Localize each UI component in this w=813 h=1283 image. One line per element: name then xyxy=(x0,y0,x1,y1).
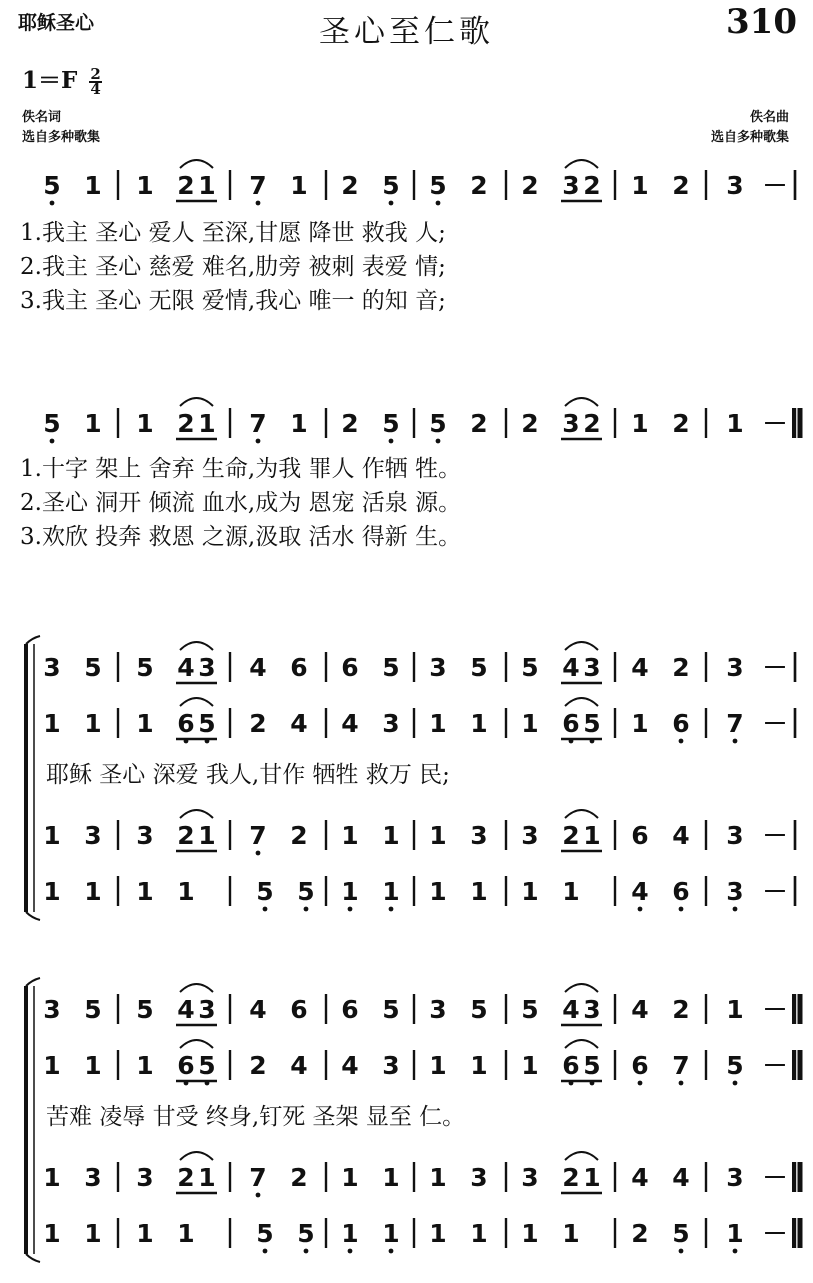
chorus2-alto-note: － xyxy=(762,1051,788,1080)
chorus1-tenor-note: 3 xyxy=(136,821,154,850)
chorus2-tenor-note: 2 xyxy=(562,1163,580,1192)
chorus1-soprano-note: － xyxy=(762,653,788,682)
chorus1-alto-note: 1 xyxy=(84,709,102,738)
verse1-note: 3 xyxy=(562,171,580,200)
chorus1-tenor-note: 7 xyxy=(249,821,267,850)
chorus1-tenor-note: 3 xyxy=(726,821,744,850)
chorus1-tenor-note: 3 xyxy=(470,821,488,850)
chorus2-tenor-note: 1 xyxy=(583,1163,601,1192)
chorus1-bass-note: 1 xyxy=(177,877,195,906)
chorus1-bass-note: 5 xyxy=(297,877,315,906)
verse2-note: 5 xyxy=(43,409,61,438)
key-label: 1＝F xyxy=(22,67,78,94)
chorus2-alto-note: 5 xyxy=(583,1051,601,1080)
slur xyxy=(565,398,598,406)
slur xyxy=(565,698,598,706)
verse2-lyric-line: 2.圣心 洞开 倾流 血水,成为 恩宠 活泉 源。 xyxy=(20,490,462,516)
verse2-note: 5 xyxy=(382,409,400,438)
chorus1-bass-note: 1 xyxy=(136,877,154,906)
verse1-note: 1 xyxy=(84,171,102,200)
chorus2-soprano-note: 2 xyxy=(672,995,690,1024)
chorus1-tenor-note: 1 xyxy=(583,821,601,850)
verse1-low-dot xyxy=(50,201,55,206)
chorus1-bracket-hook xyxy=(26,912,40,920)
slur xyxy=(180,642,213,650)
chorus1-bass-low-dot xyxy=(389,907,394,912)
chorus2-alto-note: 1 xyxy=(470,1051,488,1080)
chorus2-soprano-note: 6 xyxy=(341,995,359,1024)
verse2-note: 2 xyxy=(583,409,601,438)
chorus1-tenor-note: 2 xyxy=(177,821,195,850)
verse1-note: 2 xyxy=(672,171,690,200)
chorus1-alto-note: 4 xyxy=(290,709,308,738)
chorus1-alto-note: 6 xyxy=(562,709,580,738)
verse2-note: 5 xyxy=(429,409,447,438)
chorus1-alto-note: 6 xyxy=(672,709,690,738)
chorus2-alto-note: 7 xyxy=(672,1051,690,1080)
chorus1-alto-note: 4 xyxy=(341,709,359,738)
chorus2-alto-note: 6 xyxy=(631,1051,649,1080)
chorus2-tenor-note: － xyxy=(762,1163,788,1192)
chorus2-bracket-hook xyxy=(26,978,40,986)
verse2-note: 2 xyxy=(521,409,539,438)
chorus1-bass-low-dot xyxy=(638,907,643,912)
chorus1-alto-low-dot xyxy=(733,739,738,744)
verse2-note: 2 xyxy=(177,409,195,438)
chorus2-bass-note: 1 xyxy=(429,1219,447,1248)
chorus2-soprano-note: 5 xyxy=(470,995,488,1024)
verse2-low-dot xyxy=(256,439,261,444)
chorus1-alto-note: 5 xyxy=(583,709,601,738)
time-bottom: 4 xyxy=(90,80,101,98)
verse2-lyric-line: 1.十字 架上 舍弃 生命,为我 罪人 作牺 牲。 xyxy=(20,456,462,482)
chorus1-tenor-note: 2 xyxy=(290,821,308,850)
chorus1-soprano-note: 3 xyxy=(198,653,216,682)
slur xyxy=(180,1040,213,1048)
slur xyxy=(565,810,598,818)
chorus1-bass-note: － xyxy=(762,877,788,906)
chorus2-bass-note: 2 xyxy=(631,1219,649,1248)
chorus2-tenor-note: 2 xyxy=(177,1163,195,1192)
chorus1-alto-note: 1 xyxy=(43,709,61,738)
chorus2-tenor-note: 3 xyxy=(470,1163,488,1192)
chorus2-tenor-note: 4 xyxy=(672,1163,690,1192)
chorus2-tenor-low-dot xyxy=(256,1193,261,1198)
chorus2-bass-low-dot xyxy=(348,1249,353,1254)
verse2-note: 2 xyxy=(470,409,488,438)
chorus2-bass-low-dot xyxy=(304,1249,309,1254)
chorus2-soprano-note: 4 xyxy=(631,995,649,1024)
verse2-note: 2 xyxy=(672,409,690,438)
verse2-note: 1 xyxy=(84,409,102,438)
chorus2-bass-note: 1 xyxy=(136,1219,154,1248)
chorus2-soprano-note: 6 xyxy=(290,995,308,1024)
chorus2-tenor-note: 3 xyxy=(726,1163,744,1192)
song-title: 圣心至仁歌 xyxy=(319,14,494,50)
verse1-note: 2 xyxy=(470,171,488,200)
chorus2-alto-note: 3 xyxy=(382,1051,400,1080)
verse2-note: 1 xyxy=(290,409,308,438)
chorus1-soprano-note: 5 xyxy=(136,653,154,682)
verse1-note: 5 xyxy=(429,171,447,200)
chorus1-soprano-note: 4 xyxy=(631,653,649,682)
verse1-note: 1 xyxy=(290,171,308,200)
chorus1-alto-note: 2 xyxy=(249,709,267,738)
chorus1-alto-note: 6 xyxy=(177,709,195,738)
chorus2-alto-low-dot xyxy=(679,1081,684,1086)
chorus2-tenor-note: 1 xyxy=(198,1163,216,1192)
chorus2-bass-low-dot xyxy=(263,1249,268,1254)
chorus2-soprano-note: 4 xyxy=(177,995,195,1024)
verse1-note: 1 xyxy=(631,171,649,200)
chorus1-soprano-note: 4 xyxy=(562,653,580,682)
chorus1-alto-low-dot xyxy=(679,739,684,744)
chorus2-soprano-note: 3 xyxy=(583,995,601,1024)
chorus2-tenor-note: 1 xyxy=(382,1163,400,1192)
chorus1-alto-note: 1 xyxy=(521,709,539,738)
chorus2-tenor-note: 4 xyxy=(631,1163,649,1192)
chorus1-alto-note: 1 xyxy=(136,709,154,738)
chorus1-soprano-note: 5 xyxy=(470,653,488,682)
chorus2-bass-low-dot xyxy=(389,1249,394,1254)
chorus2-alto-note: 1 xyxy=(521,1051,539,1080)
verse2-note: 1 xyxy=(631,409,649,438)
chorus1-soprano-note: 3 xyxy=(43,653,61,682)
verse1-note: 2 xyxy=(521,171,539,200)
verse1-note: 2 xyxy=(177,171,195,200)
chorus2-bass-note: 5 xyxy=(256,1219,274,1248)
slur xyxy=(180,1152,213,1160)
chorus1-soprano-note: 3 xyxy=(429,653,447,682)
verse1-note: 5 xyxy=(382,171,400,200)
verse2-note: 1 xyxy=(726,409,744,438)
chorus2-lyric-line: 苦难 凌辱 甘受 终身,钉死 圣架 显至 仁。 xyxy=(46,1104,466,1130)
time-top: 2 xyxy=(90,65,101,83)
chorus2-tenor-note: 3 xyxy=(521,1163,539,1192)
chorus2-tenor-note: 1 xyxy=(341,1163,359,1192)
chorus1-alto-note: 3 xyxy=(382,709,400,738)
chorus2-bass-note: 1 xyxy=(521,1219,539,1248)
chorus1-bass-note: 1 xyxy=(382,877,400,906)
chorus1-bass-low-dot xyxy=(733,907,738,912)
lyricist: 佚名词 xyxy=(22,110,62,125)
chorus1-bass-note: 5 xyxy=(256,877,274,906)
chorus2-tenor-note: 2 xyxy=(290,1163,308,1192)
chorus1-alto-note: 1 xyxy=(631,709,649,738)
verse1-note: 2 xyxy=(583,171,601,200)
chorus1-bass-low-dot xyxy=(679,907,684,912)
chorus1-bass-note: 1 xyxy=(470,877,488,906)
chorus1-bass-low-dot xyxy=(263,907,268,912)
chorus1-bass-note: 1 xyxy=(341,877,359,906)
slur xyxy=(180,810,213,818)
chorus1-soprano-note: 5 xyxy=(382,653,400,682)
chorus2-soprano-note: 4 xyxy=(249,995,267,1024)
chorus2-alto-note: 5 xyxy=(726,1051,744,1080)
verse1-note: 2 xyxy=(341,171,359,200)
chorus2-tenor-note: 1 xyxy=(429,1163,447,1192)
chorus1-tenor-note: 2 xyxy=(562,821,580,850)
chorus1-tenor-note: 6 xyxy=(631,821,649,850)
chorus1-bass-low-dot xyxy=(348,907,353,912)
category-label: 耶稣圣心 xyxy=(18,12,95,34)
chorus2-bass-note: 1 xyxy=(470,1219,488,1248)
chorus1-bass-note: 6 xyxy=(672,877,690,906)
chorus1-bass-note: 1 xyxy=(521,877,539,906)
chorus2-tenor-note: 1 xyxy=(43,1163,61,1192)
chorus1-bass-note: 4 xyxy=(631,877,649,906)
chorus2-soprano-note: 5 xyxy=(521,995,539,1024)
chorus2-bass-note: 1 xyxy=(382,1219,400,1248)
hymn-number: 310 xyxy=(726,2,797,42)
chorus2-soprano-note: 4 xyxy=(562,995,580,1024)
chorus2-bass-note: 1 xyxy=(341,1219,359,1248)
chorus1-alto-note: － xyxy=(762,709,788,738)
slur xyxy=(180,160,213,168)
chorus2-tenor-note: 3 xyxy=(136,1163,154,1192)
chorus2-alto-note: 1 xyxy=(84,1051,102,1080)
chorus2-alto-note: 1 xyxy=(136,1051,154,1080)
chorus2-soprano-note: 5 xyxy=(136,995,154,1024)
verse1-note: 1 xyxy=(136,171,154,200)
verse1-lyric-line: 2.我主 圣心 慈爱 难名,肋旁 被刺 表爱 情; xyxy=(20,254,446,280)
chorus1-tenor-note: 1 xyxy=(341,821,359,850)
chorus1-soprano-note: 4 xyxy=(177,653,195,682)
chorus2-bass-low-dot xyxy=(679,1249,684,1254)
chorus2-soprano-note: 3 xyxy=(198,995,216,1024)
chorus2-bass-note: 1 xyxy=(43,1219,61,1248)
verse1-lyric-line: 1.我主 圣心 爱人 至深,甘愿 降世 救我 人; xyxy=(20,220,446,246)
chorus2-bass-note: 1 xyxy=(562,1219,580,1248)
chorus2-soprano-note: 5 xyxy=(382,995,400,1024)
slur xyxy=(565,1152,598,1160)
chorus2-alto-note: 6 xyxy=(177,1051,195,1080)
chorus1-bass-note: 1 xyxy=(84,877,102,906)
chorus2-bass-note: － xyxy=(762,1219,788,1248)
slur xyxy=(180,698,213,706)
chorus1-soprano-note: 5 xyxy=(521,653,539,682)
chorus1-bass-note: 1 xyxy=(43,877,61,906)
chorus1-soprano-note: 3 xyxy=(726,653,744,682)
chorus1-soprano-note: 6 xyxy=(341,653,359,682)
verse1-lyric-line: 3.我主 圣心 无限 爱情,我心 唯一 的知 音; xyxy=(20,288,446,314)
chorus2-alto-note: 4 xyxy=(341,1051,359,1080)
chorus2-tenor-note: 7 xyxy=(249,1163,267,1192)
verse1-note: 7 xyxy=(249,171,267,200)
lyrics-source: 选自多种歌集 xyxy=(22,130,101,145)
chorus1-alto-note: 1 xyxy=(470,709,488,738)
chorus1-alto-note: 7 xyxy=(726,709,744,738)
chorus1-tenor-note: 4 xyxy=(672,821,690,850)
slur xyxy=(565,984,598,992)
chorus2-bass-note: 1 xyxy=(726,1219,744,1248)
verse1-note: 5 xyxy=(43,171,61,200)
verse2-low-dot xyxy=(389,439,394,444)
verse2-low-dot xyxy=(50,439,55,444)
chorus1-bass-low-dot xyxy=(304,907,309,912)
chorus1-alto-note: 5 xyxy=(198,709,216,738)
chorus1-bass-note: 3 xyxy=(726,877,744,906)
chorus2-alto-low-dot xyxy=(638,1081,643,1086)
chorus1-tenor-note: 3 xyxy=(84,821,102,850)
chorus2-bass-low-dot xyxy=(733,1249,738,1254)
chorus2-alto-note: 1 xyxy=(43,1051,61,1080)
chorus1-tenor-note: 3 xyxy=(521,821,539,850)
chorus1-tenor-note: 1 xyxy=(429,821,447,850)
slur xyxy=(565,160,598,168)
chorus2-bass-note: 1 xyxy=(177,1219,195,1248)
chorus1-alto-note: 1 xyxy=(429,709,447,738)
verse2-note: 2 xyxy=(341,409,359,438)
chorus2-alto-low-dot xyxy=(733,1081,738,1086)
chorus1-soprano-note: 2 xyxy=(672,653,690,682)
verse1-low-dot xyxy=(256,201,261,206)
chorus1-tenor-note: － xyxy=(762,821,788,850)
chorus2-bass-note: 5 xyxy=(672,1219,690,1248)
verse2-note: 1 xyxy=(198,409,216,438)
chorus1-lyric-line: 耶稣 圣心 深爱 我人,甘作 牺牲 救万 民; xyxy=(46,762,450,788)
chorus1-tenor-note: 1 xyxy=(198,821,216,850)
chorus1-soprano-note: 3 xyxy=(583,653,601,682)
chorus2-soprano-note: 3 xyxy=(43,995,61,1024)
music-source: 选自多种歌集 xyxy=(710,130,789,145)
chorus1-soprano-note: 4 xyxy=(249,653,267,682)
verse2-note: － xyxy=(762,409,788,438)
verse2-note: 1 xyxy=(136,409,154,438)
chorus2-alto-note: 1 xyxy=(429,1051,447,1080)
chorus1-soprano-note: 5 xyxy=(84,653,102,682)
chorus2-tenor-note: 3 xyxy=(84,1163,102,1192)
chorus2-soprano-note: － xyxy=(762,995,788,1024)
verse1-low-dot xyxy=(389,201,394,206)
verse1-low-dot xyxy=(436,201,441,206)
chorus2-alto-note: 5 xyxy=(198,1051,216,1080)
chorus2-bass-note: 5 xyxy=(297,1219,315,1248)
chorus2-alto-note: 2 xyxy=(249,1051,267,1080)
chorus2-alto-note: 4 xyxy=(290,1051,308,1080)
verse1-note: － xyxy=(762,171,788,200)
verse2-note: 3 xyxy=(562,409,580,438)
chorus1-soprano-note: 6 xyxy=(290,653,308,682)
chorus1-bass-note: 1 xyxy=(429,877,447,906)
verse2-low-dot xyxy=(436,439,441,444)
slur xyxy=(180,398,213,406)
verse1-note: 3 xyxy=(726,171,744,200)
verse1-note: 1 xyxy=(198,171,216,200)
chorus2-alto-note: 6 xyxy=(562,1051,580,1080)
chorus1-bracket-hook xyxy=(26,636,40,644)
chorus2-soprano-note: 1 xyxy=(726,995,744,1024)
slur xyxy=(180,984,213,992)
slur xyxy=(565,642,598,650)
verse2-note: 7 xyxy=(249,409,267,438)
chorus1-tenor-note: 1 xyxy=(43,821,61,850)
slur xyxy=(565,1040,598,1048)
composer: 佚名曲 xyxy=(749,110,789,125)
chorus1-tenor-low-dot xyxy=(256,851,261,856)
verse2-lyric-line: 3.欢欣 投奔 救恩 之源,汲取 活水 得新 生。 xyxy=(20,524,462,550)
chorus2-bracket-hook xyxy=(26,1254,40,1262)
chorus2-soprano-note: 5 xyxy=(84,995,102,1024)
chorus2-soprano-note: 3 xyxy=(429,995,447,1024)
chorus2-bass-note: 1 xyxy=(84,1219,102,1248)
chorus1-tenor-note: 1 xyxy=(382,821,400,850)
chorus1-bass-note: 1 xyxy=(562,877,580,906)
